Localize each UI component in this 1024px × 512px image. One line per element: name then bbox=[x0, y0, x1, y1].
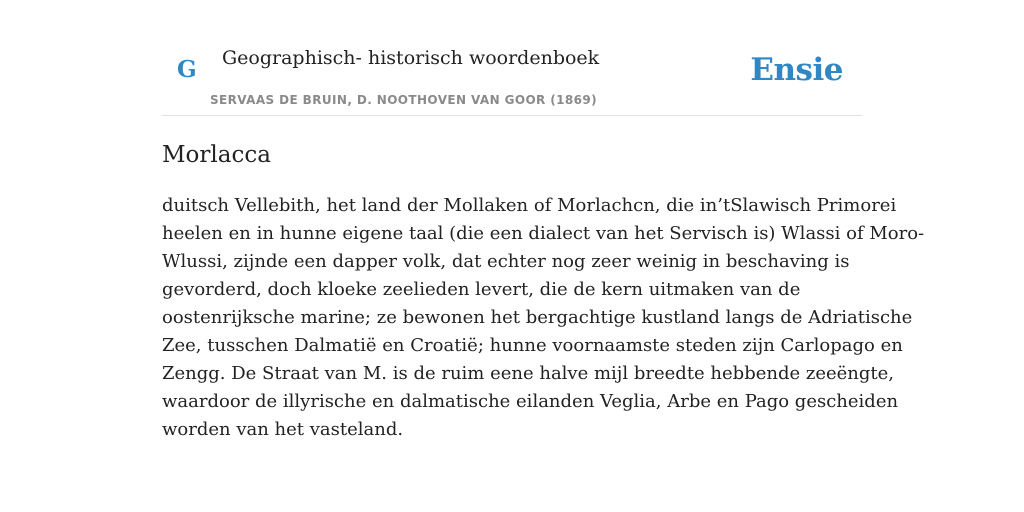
entry-body-line: duitsch Vellebith, het land der Mollaken of Morlachcn, die in’tSlawisch Primorei bbox=[162, 195, 897, 216]
entry-body-line: worden van het vasteland. bbox=[162, 419, 404, 440]
entry-body-line: waardoor de illyrische en dalmatische eilanden Veglia, Arbe en Pago gescheiden bbox=[162, 391, 899, 412]
entry-body-line: oostenrijksche marine; ze bewonen het bergachtige kustland langs de Adriatische bbox=[162, 307, 913, 328]
entry-body-line: gevorderd, doch kloeke zeelieden levert, die de kern uitmaken van de bbox=[162, 279, 801, 300]
entry-body bbox=[162, 192, 925, 444]
entry-body-line: Wlussi, zijnde een dapper volk, dat echter nog zeer weinig in beschaving is bbox=[162, 251, 850, 272]
book-authors: SERVAAS DE BRUIN, D. NOOTHOVEN VAN GOOR (1869) bbox=[210, 93, 598, 107]
entry-body-line: heelen en in hunne eigene taal (die een dialect van het Servisch is) Wlassi of Moro- bbox=[162, 223, 925, 244]
entry-body-line: Zengg. De Straat van M. is de ruim eene halve mijl breedte hebbende zeeëngte, bbox=[162, 363, 895, 384]
ensie-logo-link[interactable]: Ensie bbox=[750, 52, 843, 88]
entry-body-line: Zee, tusschen Dalmatië en Croatië; hunne voornaamste steden zijn Carlopago en bbox=[162, 335, 903, 356]
entry-title: Morlacca bbox=[162, 142, 271, 168]
book-title-link[interactable]: Geographisch- historisch woordenboek bbox=[222, 47, 600, 69]
book-letter-badge[interactable]: G bbox=[177, 56, 197, 83]
book-header bbox=[162, 40, 862, 116]
